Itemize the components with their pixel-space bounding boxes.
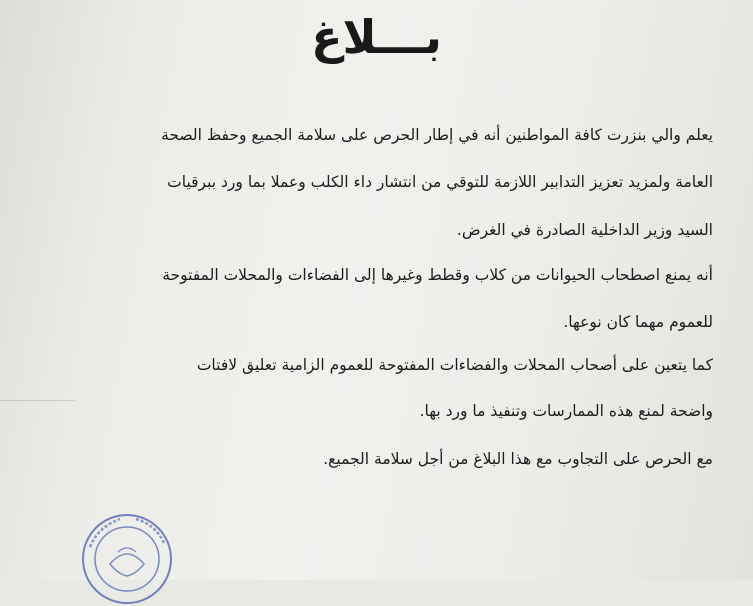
document-title: بـــلاغ	[311, 10, 442, 64]
paragraph-line-7: واضحة لمنع هذه الممارسات وتنفيذ ما ورد بها.	[419, 402, 713, 420]
paragraph-line-3: السيد وزير الداخلية الصادرة في الغرض.	[456, 221, 713, 239]
paragraph-line-2: العامة ولمزيد تعزيز التدابير اللازمة للتوقي من انتشار داء الكلب وعملا بما ورد ببرقيات	[167, 173, 713, 191]
paper-fold-line	[0, 400, 75, 401]
paragraph-line-6: كما يتعين على أصحاب المحلات والفضاءات المفتوحة للعموم الزامية تعليق لافتات	[196, 356, 713, 374]
paragraph-line-8: مع الحرص على التجاوب مع هذا البلاغ من أجل سلامة الجميع.	[323, 450, 713, 468]
paragraph-line-4: أنه يمنع اصطحاب الحيوانات من كلاب وقطط وغيرها إلى الفضاءات والمحلات المفتوحة	[162, 266, 713, 284]
ministry-stamp	[80, 512, 174, 606]
paragraph-line-1: يعلم والي بنزرت كافة المواطنين أنه في إطار الحرص على سلامة الجميع وحفظ الصحة	[161, 126, 713, 144]
title-block	[0, 10, 753, 64]
paragraph-line-5: للعموم مهما كان نوعها.	[563, 313, 713, 331]
